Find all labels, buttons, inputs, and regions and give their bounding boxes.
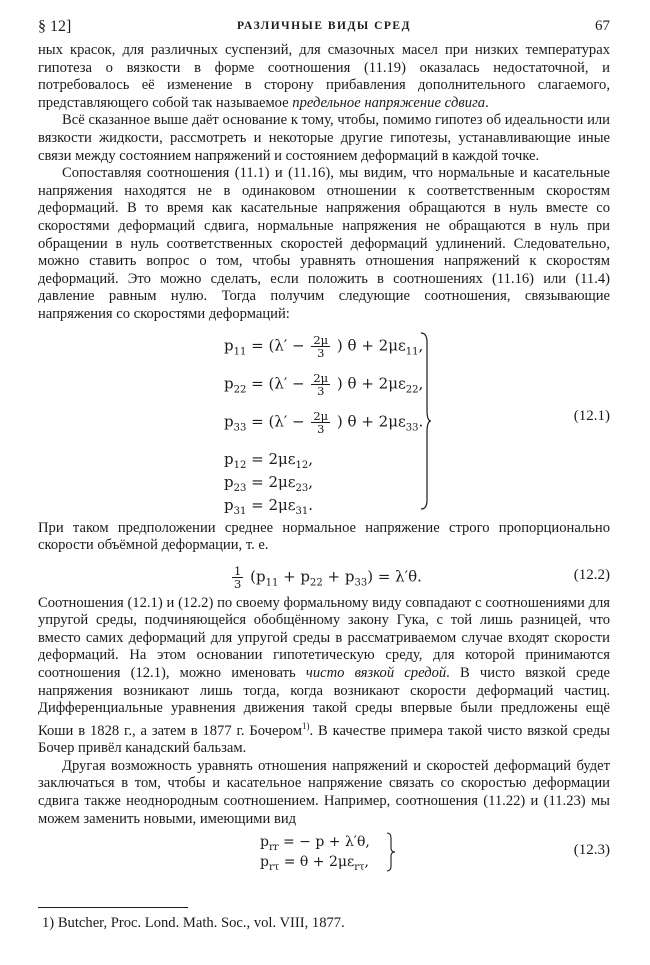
equation-12-2 [38,557,610,595]
paragraph-3: Сопоставляя соотношения (11.1) и (11.16), мы видим, что нормальные и касательные напряжения находятся не в одинаковом отношении к соответственным скоростям деформаций. В то время как касательные напряжения обращаются в нуль вместе со скоростями деформаций сдвига, нормальные напряжения не обращаются в нуль при обращении в нуль соответственных скоростей деформаций удлинений. Следовательно, можно ставить вопрос о том, чтобы уравнять отношения напряжений к скоростям деформаций. Это можно сделать, если положить в соотношениях (11.16) или (11.4) давление равным нулю. Тогда получим следующие соотношения, связывающие напряжения со скоростями деформаций: [38,165,610,322]
fraction: $\frac{2\mu}{3}$ [313,332,329,360]
equation-p33: $p_{33} = (\lambda'$ − $\frac{2\mu}{3}$ ) $\theta + 2\mu\varepsilon_{33}$. [224,408,424,436]
footnote-reference[interactable]: 1) [302,720,310,731]
equation-prtau: $p_{r\tau} = \theta + 2\mu\varepsilon_{r\tau}$, [260,854,369,874]
equation-prr: $p_{rr}$ = − p + λ′θ, [260,834,370,854]
running-header [38,12,610,42]
footnote-rule [38,907,188,908]
equation-p22: $p_{22} = (\lambda'$ − $\frac{2\mu}{3}$ ) $\theta + 2\mu\varepsilon_{22}$, [224,370,424,398]
right-brace-icon [420,332,432,510]
paragraph-5-text: Соотношения (12.1) и (12.2) по своему формальному виду совпадают с соотношениями для упругой среды, подчиняющейся обобщённому закону Гука, с той лишь разницей, что вместо самих деформаций для упругой среды в рассматриваемом случае входят скорости деформаций. На этом основании гипотетическую среду, для которой принимаются соотношения (12.1), можно именовать [38,594,610,682]
equation-p23: $p_{23} = 2\mu\varepsilon_{23}$, [224,472,314,494]
equation-number-12-2: (12.2) [573,566,610,583]
paragraph-5-mid: . В чисто вязкой среде напряжения возникают лишь тогда, когда возникают скорости деформаций частиц. Дифференциальные уравнения движения такой среды впервые были предложены ещё Коши в 1828 г., а затем в 1877 г. Бочером [38,665,610,739]
equation-p31: $p_{31} = 2\mu\varepsilon_{31}$. [224,495,314,517]
equation-mean-stress: $\frac{1}{3}$ $(p_{11} + p_{22} + p_{33}) = \lambda'\theta$. [234,563,422,591]
paragraph-6: Другая возможность уравнять отношения напряжений и скоростей деформаций будет заключаться в том, чтобы и касательное напряжение связать со скоростью деформации сдвига также неоднородным соотношением. Например, соотношения (11.22) и (11.23) мы можем заменить новыми, имеющими вид [38,757,610,827]
section-number: § 12] [38,18,72,35]
footnote-mark: 1) [42,915,55,931]
fraction: $\frac{2\mu}{3}$ [313,370,329,398]
equation-number-12-1: (12.1) [573,407,610,424]
equation-p12: $p_{12} = 2\mu\varepsilon_{12}$, [224,449,314,471]
term-yield-stress: предельное напряжение сдвига [292,94,486,111]
right-brace-icon [386,832,396,872]
footnote-text: Butcher, Proc. Lond. Math. Soc., vol. VIII, 1877. [57,915,345,931]
paragraph-1 [38,42,610,112]
equation-system-12-3 [38,828,610,874]
term-purely-viscous-medium: чисто вязкой средой [305,665,447,682]
fraction: $\frac{1}{3}$ [234,563,242,591]
book-page [38,12,610,931]
paragraph-4: При таком предположении среднее нормальное напряжение строго пропорционально скорости объёмной деформации, т. е. [38,519,610,554]
paragraph-2: Всё сказанное выше даёт основание к тому, чтобы, помимо гипотез об идеальности или вязкости жидкости, рассмотреть и некоторые другие гипотезы, устанавливающие иные связи между состоянием напряжений и состоянием деформаций в каждой точке. [38,112,610,164]
paragraph-5 [38,595,610,758]
paragraph-1-text: ных красок, для различных суспензий, для смазочных масел при низких температурах гипотеза о вязкости в форме соотношения (11.19) оказалась недостаточной, и потребовалось её изменение в сторону прибавления дополнительного слагаемого, представляющего собой так называемое [38,42,610,111]
footnote [42,915,345,932]
equation-system-12-1 [38,328,610,518]
equation-p11: $p_{11} = (\lambda'$ − $\frac{2\mu}{3}$ ) $\theta + 2\mu\varepsilon_{11}$, [224,332,424,360]
running-title: РАЗЛИЧНЫЕ ВИДЫ СРЕД [237,20,411,32]
fraction: $\frac{2\mu}{3}$ [313,408,329,436]
page-number: 67 [595,18,610,34]
paragraph-1-end: . [485,94,489,111]
paragraph-5-end: . В качестве примера такой чисто вязкой среды Бочер привёл канадский бальзам. [38,722,610,757]
equation-number-12-3: (12.3) [573,842,610,859]
